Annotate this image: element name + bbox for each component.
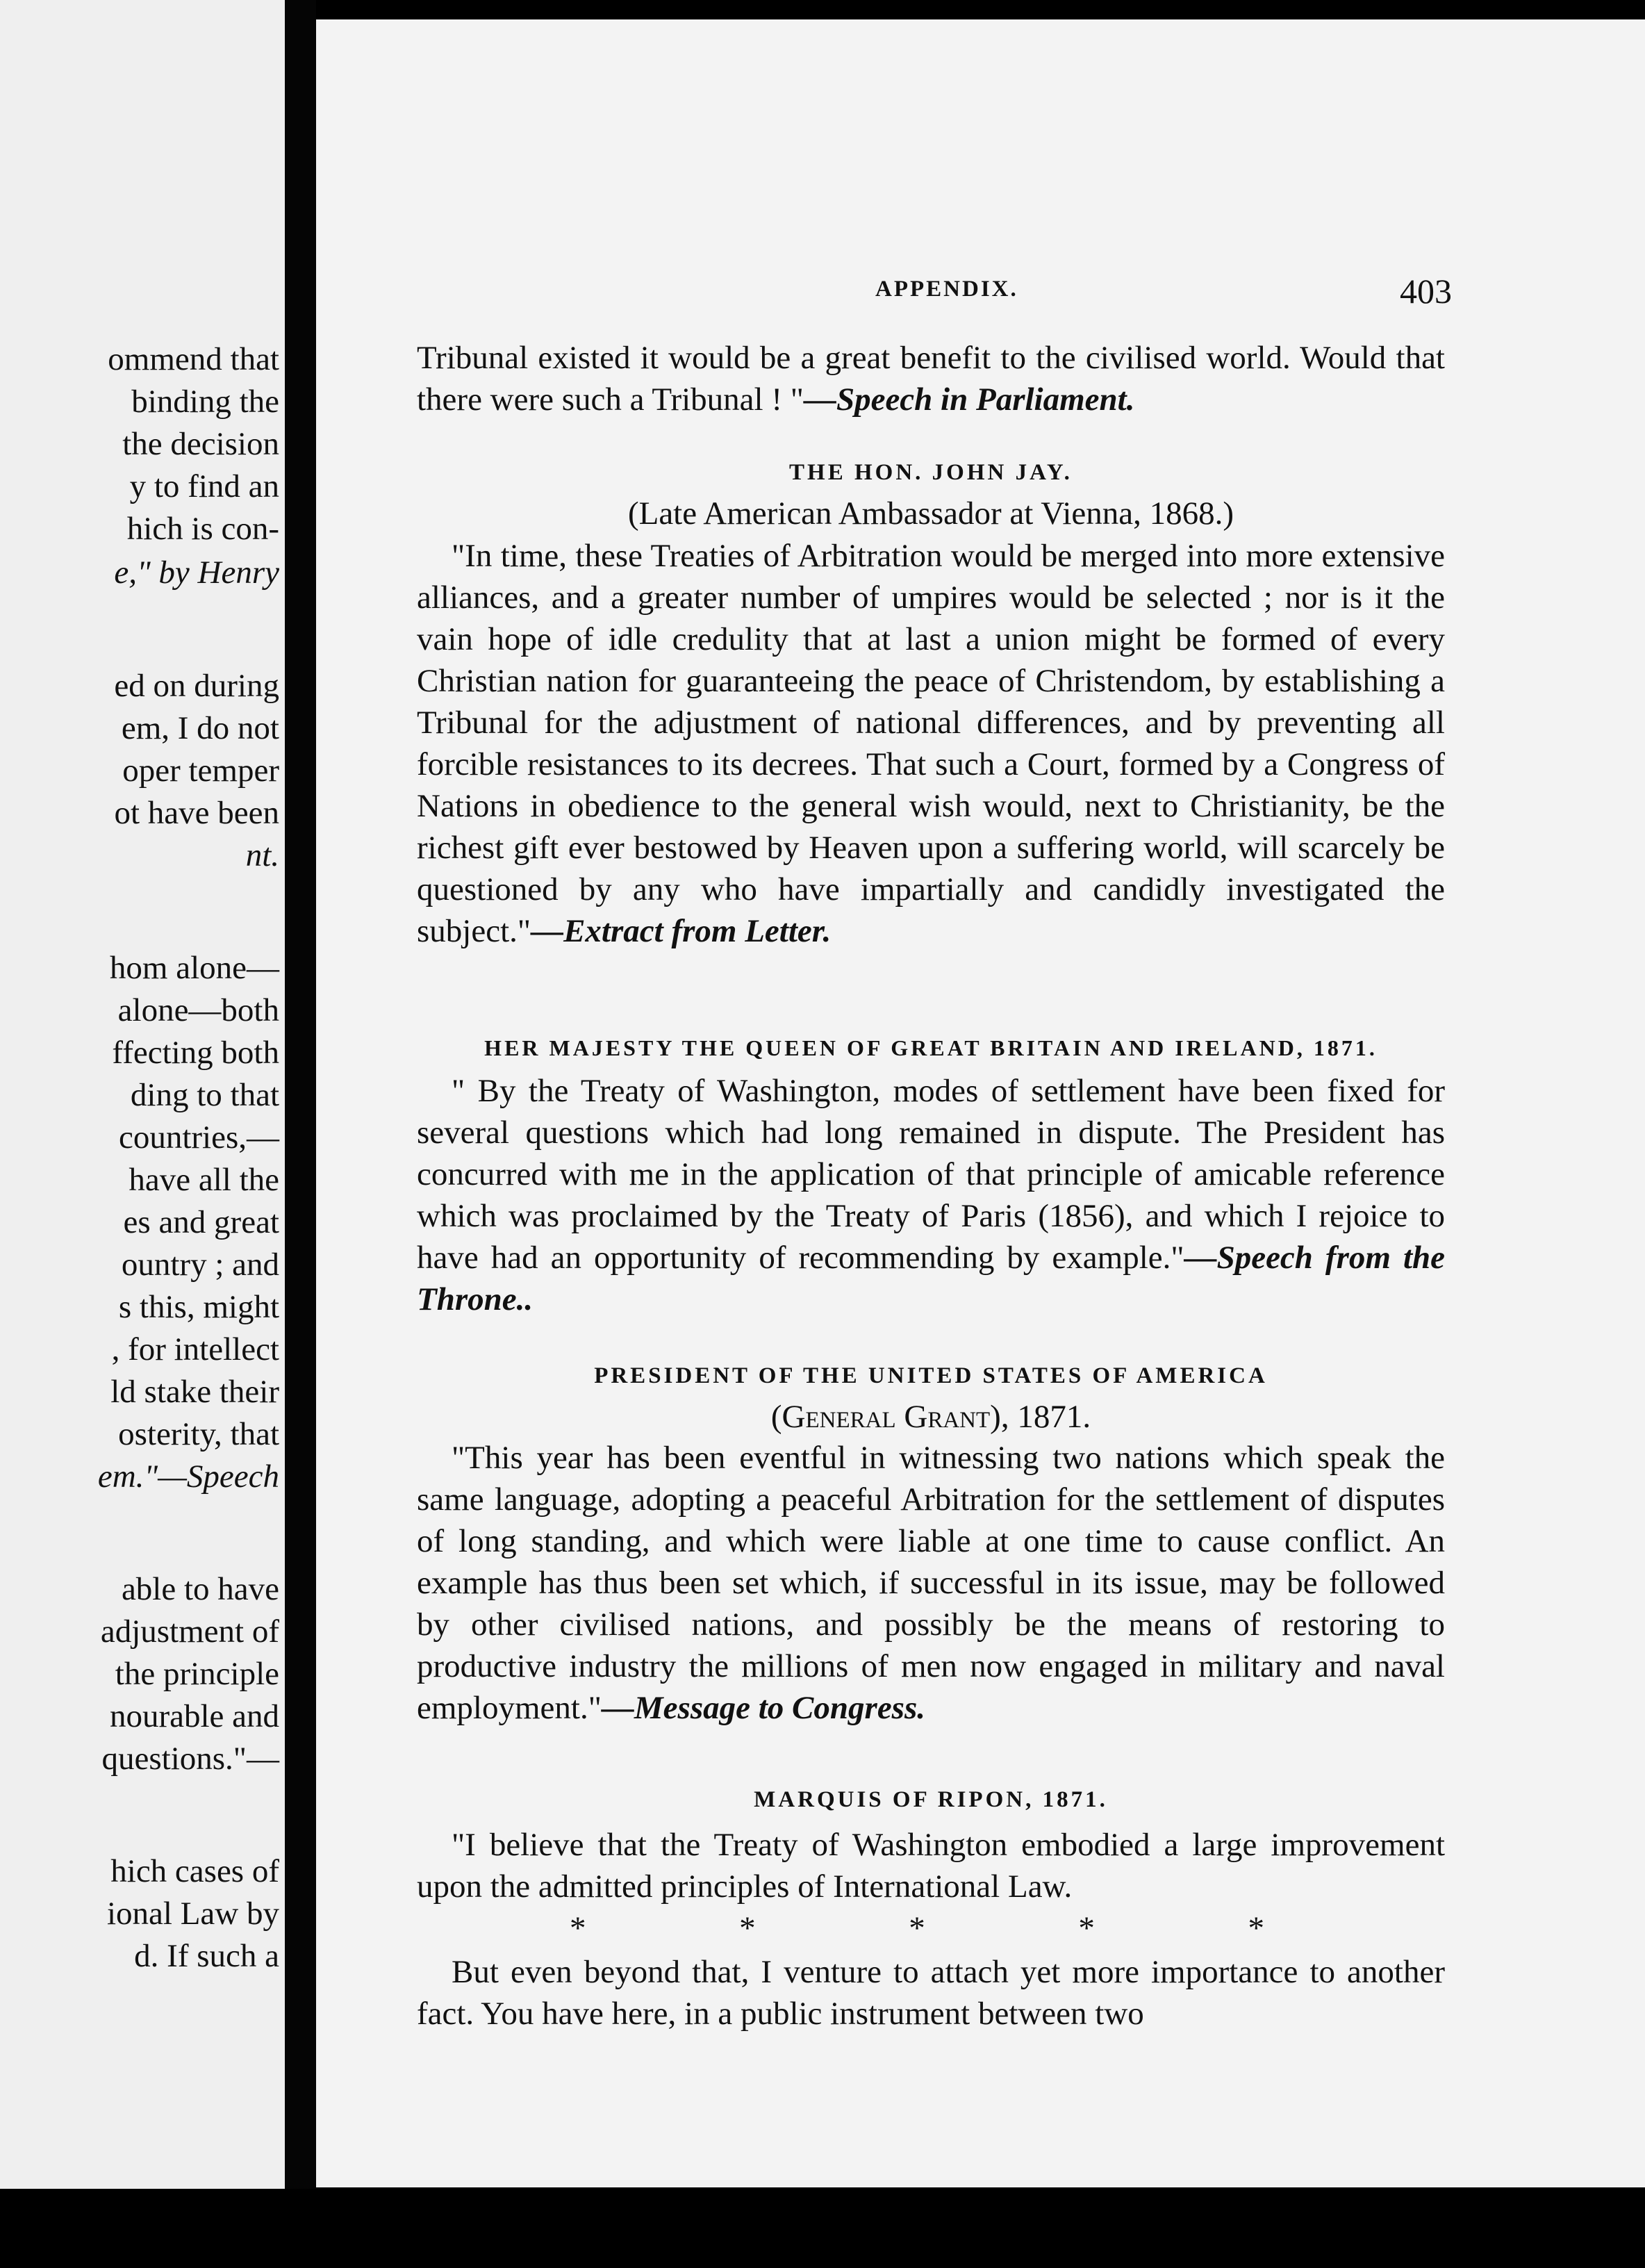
facing-page-line: adjustment of	[100, 1613, 279, 1650]
facing-page-line: ional Law by	[107, 1896, 279, 1932]
ellipsis-stars	[570, 1909, 1264, 1947]
jay-paragraph	[417, 535, 1445, 952]
facing-page-line: hom alone—	[109, 950, 279, 986]
page-number: 403	[1400, 272, 1452, 311]
jay-text: "In time, these Treaties of Arbitration would be merged into more extensive alliances, and a greater number of umpires would be selected ; nor is it the vain hope of idle credulity that at last a union might be formed of every Christian nation for guaranteeing the peace of Christendom, by establishing a Tribunal for the adjustment of national differences, and by preventing all forcible resistances to its decrees. That such a Court, formed by a Congress of Nations in obedience to the general wish would, next to Christianity, be the richest gift ever bestowed by Heaven upon a suffering world, will scarcely be questioned by any who have impartially and candidly investigated the subject."	[417, 538, 1445, 949]
intro-text: Tribunal existed it would be a great benefit to the civilised world. Would that there were such a Tribunal ! "	[417, 340, 1445, 418]
queen-heading: HER MAJESTY THE QUEEN OF GREAT BRITAIN AND IRELAND, 1871.	[484, 1035, 1378, 1060]
jay-heading: THE HON. JOHN JAY.	[789, 460, 1073, 485]
facing-page-line: , for intellect	[111, 1331, 279, 1367]
facing-page-line: able to have	[121, 1571, 279, 1607]
facing-page-line: the principle	[115, 1656, 279, 1692]
facing-page-line: alone—both	[117, 992, 279, 1028]
facing-page-line: nt.	[245, 837, 279, 873]
grant-subheading: (General Grant), 1871.	[770, 1399, 1091, 1435]
facing-page-line: ountry ; and	[121, 1247, 279, 1283]
ripon-heading: MARQUIS OF RIPON, 1871.	[754, 1787, 1108, 1812]
running-title: APPENDIX.	[875, 277, 1018, 302]
facing-page-line: hich is con-	[126, 511, 279, 547]
facing-page-line: oper temper	[122, 753, 279, 789]
facing-page-fragment	[0, 0, 285, 2268]
facing-page-line: ed on during	[114, 668, 279, 704]
facing-page-line: s this, might	[118, 1289, 279, 1325]
jay-subheading: (Late American Ambassador at Vienna, 1868.)	[627, 495, 1234, 532]
grant-paragraph	[417, 1437, 1445, 1729]
jay-source: —Extract from Letter.	[531, 913, 832, 949]
star: *	[1078, 1910, 1095, 1946]
facing-page-line: em, I do not	[121, 710, 279, 746]
facing-page-line: binding the	[131, 384, 279, 420]
facing-page-line: ommend that	[108, 341, 279, 377]
facing-page-line: es and great	[123, 1204, 279, 1240]
star: *	[909, 1910, 925, 1946]
grant-source: —Message to Congress.	[601, 1690, 926, 1726]
ripon-continuation: But even beyond that, I venture to attach yet more importance to another fact. You have here, in a public instrument between two	[417, 1954, 1445, 2032]
grant-text: "This year has been eventful in witnessing two nations which speak the same language, adopting a peaceful Arbitration for the settlement of disputes of long standing, and which were liable at one time to cause conflict. An example has thus been set which, if successful in its issue, may be followed by other civilised nations, and possibly be the means of restoring to productive industry the millions of men now engaged in military and naval employment."	[417, 1440, 1445, 1726]
grant-heading: PRESIDENT OF THE UNITED STATES OF AMERICA	[594, 1363, 1268, 1388]
ripon-paragraph: "I believe that the Treaty of Washington embodied a large improvement upon the admitted principles of International Law.	[417, 1827, 1445, 1905]
facing-page-line: have all the	[129, 1162, 279, 1198]
facing-page-line: hich cases of	[110, 1853, 279, 1889]
star: *	[570, 1910, 586, 1946]
facing-page-line: ffecting both	[112, 1035, 279, 1071]
facing-page-line: osterity, that	[118, 1416, 279, 1452]
facing-page-line: questions."—	[101, 1741, 279, 1777]
queen-text: " By the Treaty of Washington, modes of settlement have been fixed for several questions which had long remained in dispute. The President has concurred with me in the application of that principle of amicable reference which was proclaimed by the Treaty of Paris (1856), and which I rejoice to have had an opportunity of recommending by example."	[417, 1073, 1445, 1276]
facing-page-line: em."—Speech	[97, 1458, 279, 1495]
intro-paragraph	[417, 337, 1445, 420]
facing-page-line: nourable and	[109, 1698, 279, 1734]
facing-page-line: ld stake their	[110, 1374, 279, 1410]
scan-border	[0, 2189, 1645, 2268]
star: *	[739, 1910, 756, 1946]
star: *	[1248, 1910, 1264, 1946]
facing-page-line: e," by Henry	[114, 554, 279, 591]
facing-page-line: the decision	[122, 426, 279, 462]
queen-paragraph	[417, 1070, 1445, 1320]
facing-page-line: y to find an	[129, 468, 279, 504]
facing-page-line: d. If such a	[134, 1938, 279, 1974]
facing-page-line: countries,—	[118, 1119, 279, 1156]
book-gutter	[285, 0, 316, 2268]
queen-source: —Speech from the Throne..	[417, 1240, 1446, 1317]
running-header	[417, 271, 1452, 313]
facing-page-line: ot have been	[114, 795, 279, 831]
facing-page-line: ding to that	[130, 1077, 279, 1113]
intro-source: —Speech in Parliament.	[803, 381, 1135, 418]
